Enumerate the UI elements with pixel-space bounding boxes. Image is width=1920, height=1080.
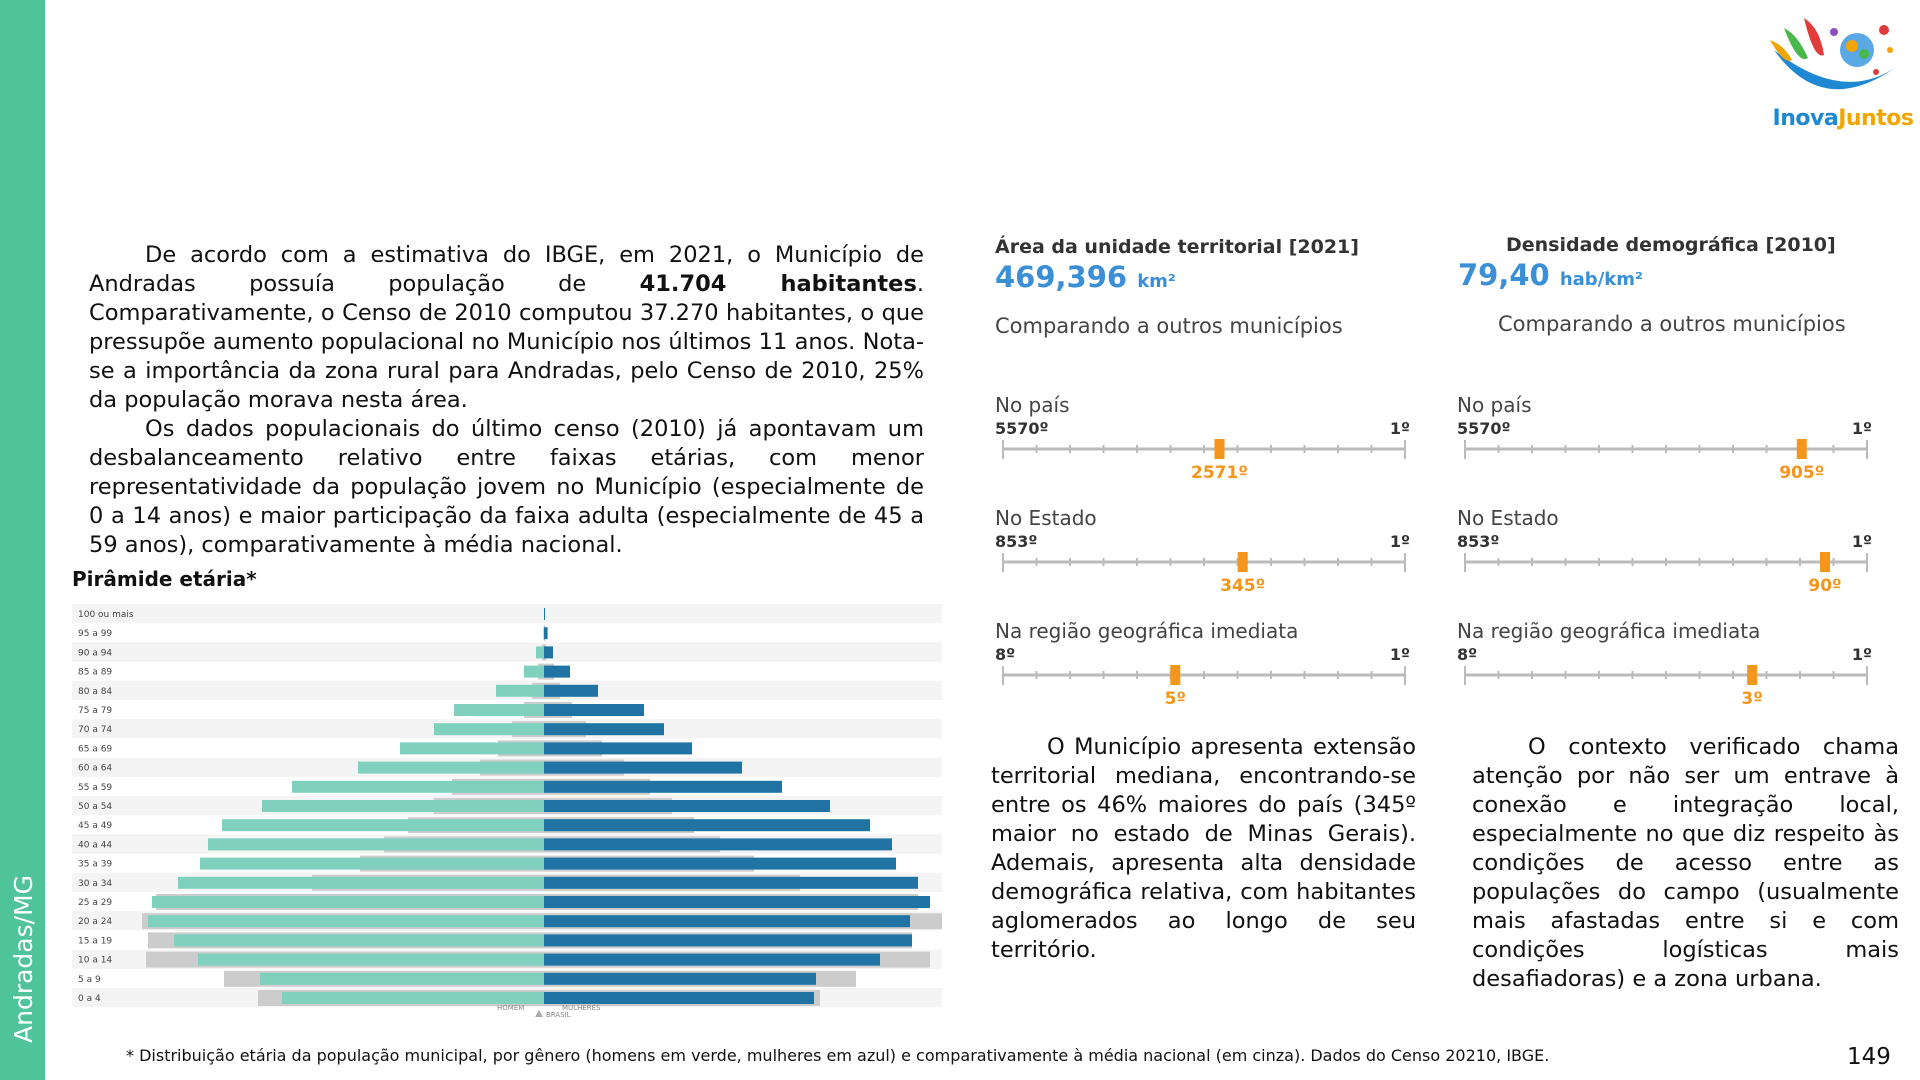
- rank-label: No país: [995, 393, 1070, 417]
- rank-value-label: 905º: [1779, 463, 1825, 483]
- rank-marker: [1820, 552, 1830, 572]
- tick-label: 30 a 34: [78, 878, 113, 889]
- bar-mulheres: [544, 762, 742, 774]
- tick-label: 65 a 69: [78, 744, 113, 755]
- area-rank-0: [995, 393, 1410, 493]
- bar-homem: [260, 973, 544, 985]
- paragraph-1: De acordo com a estimativa do IBGE, em 2021, o Município de Andradas possuía população de 41.704 habitantes. Comparativamente, o Censo de 2010 computou 37.270 habitantes, o que pressupõe aumento populacional no Município nos últimos 11 anos. Nota-se a importância da zona rural para Andradas, pelo Censo de 2010, 25% da população morava nesta área.: [89, 242, 924, 413]
- tick-label: 50 a 54: [78, 802, 113, 812]
- rank-max: 1º: [1851, 532, 1872, 551]
- bar-homem: [222, 819, 544, 831]
- bar-mulheres: [544, 646, 553, 658]
- bar-mulheres: [544, 723, 664, 735]
- rank-max: 1º: [1851, 419, 1872, 438]
- rank-slider: [1457, 663, 1872, 723]
- area-compare: Comparando a outros municípios: [995, 314, 1343, 338]
- bar-homem: [282, 992, 544, 1004]
- tick-label: 55 a 59: [78, 782, 113, 793]
- area-value: 469,396 km²: [995, 260, 1176, 294]
- rank-value-label: 5º: [1164, 689, 1186, 709]
- bar-homem: [208, 838, 544, 850]
- tick-label: 60 a 64: [78, 763, 113, 774]
- bar-homem: [178, 877, 544, 889]
- rank-value-label: 2571º: [1191, 463, 1248, 483]
- legend-brasil: BRASIL: [546, 1011, 571, 1018]
- tick-label: 100 ou mais: [78, 610, 134, 620]
- rank-max: 1º: [1389, 419, 1410, 438]
- rank-label: No Estado: [995, 506, 1097, 530]
- bar-homem: [454, 704, 544, 716]
- bar-mulheres: [544, 858, 896, 870]
- bar-mulheres: [544, 800, 830, 812]
- rank-value-label: 345º: [1220, 576, 1266, 596]
- bar-homem: [292, 781, 544, 793]
- rank-max: 1º: [1389, 645, 1410, 664]
- bar-homem: [262, 800, 544, 812]
- rank-slider: [1457, 550, 1872, 610]
- tick-label: 10 a 14: [78, 955, 113, 966]
- density-compare: Comparando a outros municípios: [1498, 312, 1846, 336]
- bar-homem: [400, 742, 544, 754]
- bar-homem: [536, 646, 544, 658]
- area-panel: [995, 236, 1359, 338]
- density-paragraph: O contexto verificado chama atenção por não ser um entrave à conexão e integração local, especialmente no que diz respeito às condições de acesso entre as populações do campo (usualmente mais afastadas entre si e com condições logísticas mais desafiadoras) e a zona urbana.: [1472, 734, 1899, 992]
- rank-marker: [1214, 439, 1224, 459]
- rank-min: 5570º: [995, 419, 1049, 438]
- bar-mulheres: [544, 685, 598, 697]
- pyramid-title: Pirâmide etária*: [72, 567, 257, 591]
- bar-mulheres: [544, 838, 892, 850]
- bar-mulheres: [544, 819, 870, 831]
- area-paragraph: O Município apresenta extensão territorial mediana, encontrando-se entre os 46% maiores do país (345º maior no estado de Minas Gerais). Ademais, apresenta alta densidade demográfica relativa, com habitantes aglomerados ao longo de seu território.: [991, 734, 1416, 963]
- rank-marker: [1797, 439, 1807, 459]
- row-band: [72, 604, 942, 623]
- legend-brasil-icon: [535, 1010, 543, 1017]
- rank-min: 8º: [1457, 645, 1478, 664]
- rank-label: No país: [1457, 393, 1532, 417]
- rank-slider: [1457, 437, 1872, 497]
- tick-label: 25 a 29: [78, 898, 113, 908]
- intro-text: [89, 241, 924, 560]
- rank-value-label: 3º: [1741, 689, 1763, 709]
- bar-mulheres: [544, 954, 880, 966]
- area-title: Área da unidade territorial [2021]: [995, 236, 1359, 258]
- bar-mulheres: [544, 742, 692, 754]
- density-title: Densidade demográfica [2010]: [1506, 234, 1836, 256]
- rank-min: 853º: [1457, 532, 1500, 551]
- rank-label: No Estado: [1457, 506, 1559, 530]
- bar-homem: [524, 666, 544, 678]
- rank-slider: [995, 663, 1410, 723]
- density-value: 79,40 hab/km²: [1458, 258, 1643, 292]
- bar-homem: [358, 762, 544, 774]
- bar-mulheres: [544, 781, 782, 793]
- tick-label: 45 a 49: [78, 821, 113, 832]
- tick-label: 20 a 24: [78, 917, 113, 928]
- rank-label: Na região geográfica imediata: [1457, 619, 1761, 643]
- bar-homem: [198, 954, 544, 966]
- bar-homem: [200, 858, 544, 870]
- bar-mulheres: [544, 896, 930, 908]
- bar-homem: [152, 896, 544, 908]
- bar-mulheres: [544, 934, 912, 946]
- legend-homem: HOMEM: [497, 1004, 525, 1012]
- rank-min: 853º: [995, 532, 1038, 551]
- tick-label: 5 a 9: [78, 974, 101, 985]
- tick-label: 70 a 74: [78, 725, 113, 736]
- bar-mulheres: [544, 666, 570, 678]
- bar-homem: [434, 723, 544, 735]
- rank-value-label: 90º: [1808, 576, 1842, 596]
- rank-slider: [995, 437, 1410, 497]
- density-rank-2: [1457, 619, 1872, 719]
- tick-label: 0 a 4: [78, 994, 101, 1004]
- tick-label: 95 a 99: [78, 629, 113, 640]
- footnote: * Distribuição etária da população municipal, por gênero (homens em verde, mulheres em azul) e comparativamente à média nacional (em cinza). Dados do Censo 20210, IBGE.: [126, 1046, 1550, 1065]
- logo-text: InovaJuntos: [1772, 106, 1914, 131]
- rank-max: 1º: [1851, 645, 1872, 664]
- rank-marker: [1238, 552, 1248, 572]
- tick-label: 90 a 94: [78, 648, 113, 659]
- area-rank-2: [995, 619, 1410, 719]
- rank-marker: [1170, 665, 1180, 685]
- bar-mulheres: [544, 992, 814, 1004]
- tick-label: 75 a 79: [78, 706, 113, 716]
- bar-mulheres: [544, 877, 918, 889]
- tick-label: 80 a 84: [78, 686, 113, 697]
- tick-label: 40 a 44: [78, 840, 113, 851]
- rank-max: 1º: [1389, 532, 1410, 551]
- sidebar-label: Andradas/MG: [9, 875, 38, 1043]
- tick-label: 15 a 19: [78, 936, 113, 947]
- legend-mulheres: MULHERES: [562, 1004, 601, 1012]
- bar-homem: [543, 627, 544, 639]
- bar-mulheres: [544, 915, 910, 927]
- rank-marker: [1747, 665, 1757, 685]
- bar-mulheres: [544, 704, 644, 716]
- bar-mulheres: [544, 627, 548, 639]
- rank-slider: [995, 550, 1410, 610]
- density-rank-0: [1457, 393, 1872, 493]
- paragraph-2: Os dados populacionais do último censo (2010) já apontavam um desbalanceamento relativo entre faixas etárias, com menor representatividade da população jovem no Município (especialmente de 0 a 14 anos) e maior participação da faixa adulta (especialmente de 45 a 59 anos), comparativamente à média nacional.: [89, 416, 924, 558]
- tick-label: 85 a 89: [78, 667, 113, 678]
- density-panel: [1458, 234, 1846, 336]
- tick-label: 35 a 39: [78, 859, 113, 870]
- bar-mulheres: [544, 608, 545, 620]
- bar-homem: [148, 915, 544, 927]
- sidebar: [0, 0, 45, 1080]
- rank-label: Na região geográfica imediata: [995, 619, 1299, 643]
- bar-mulheres: [544, 973, 816, 985]
- rank-min: 8º: [995, 645, 1016, 664]
- bar-homem: [496, 685, 544, 697]
- bar-homem: [174, 934, 544, 946]
- rank-min: 5570º: [1457, 419, 1511, 438]
- row-band: [72, 642, 942, 661]
- age-pyramid-chart: [72, 598, 942, 1018]
- page-number: 149: [1847, 1044, 1891, 1070]
- area-rank-1: [995, 506, 1410, 606]
- density-rank-1: [1457, 506, 1872, 606]
